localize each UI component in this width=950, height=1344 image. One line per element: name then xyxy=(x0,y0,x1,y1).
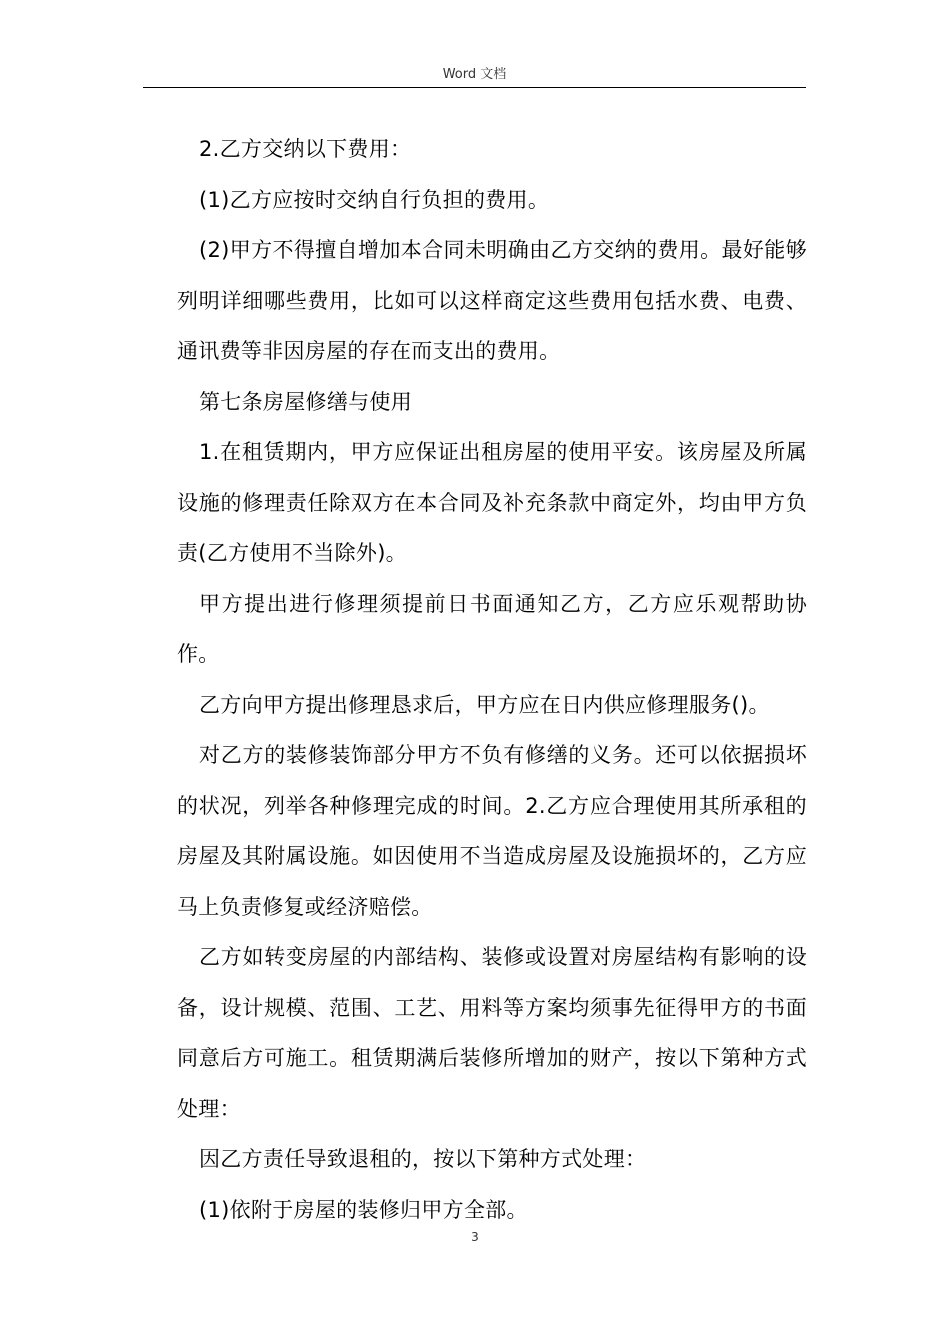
paragraph: (1)乙方应按时交纳自行负担的费用。 xyxy=(199,187,550,212)
paragraph: 2.乙方交纳以下费用： xyxy=(199,137,412,161)
page-header: Word 文档 xyxy=(442,67,507,82)
paragraph: 因乙方责任导致退租的，按以下第种方式处理： xyxy=(199,1147,647,1171)
paragraph: 乙方向甲方提出修理恳求后，甲方应在日内供应修理服务()。 xyxy=(199,692,770,717)
section-heading: 第七条房屋修缮与使用 xyxy=(199,389,412,414)
paragraph: (1)依附于房屋的装修归甲方全部。 xyxy=(199,1197,528,1222)
paragraph: 甲方提出进行修理须提前日书面通知乙方，乙方应乐观帮助协作。 xyxy=(177,591,807,666)
paragraph: 1.在租赁期内，甲方应保证出租房屋的使用平安。该房屋及所属设施的修理责任除双方在本合同及补充条款中商定外，均由甲方负责(乙方使用不当除外)。 xyxy=(177,440,807,565)
paragraph: 对乙方的装修装饰部分甲方不负有修缮的义务。还可以依据损坏的状况，列举各种修理完成的时间。2.乙方应合理使用其所承租的房屋及其附属设施。如因使用不当造成房屋及设施损坏的，乙方应马上负责修复或经济赔偿。 xyxy=(177,743,807,919)
header-divider xyxy=(143,87,806,88)
page-number: 3 xyxy=(471,1230,479,1244)
document-body xyxy=(177,124,807,1235)
paragraph: (2)甲方不得擅自增加本合同未明确由乙方交纳的费用。最好能够列明详细哪些费用，比如可以这样商定这些费用包括水费、电费、通讯费等非因房屋的存在而支出的费用。 xyxy=(177,238,807,363)
paragraph: 乙方如转变房屋的内部结构、装修或设置对房屋结构有影响的设备，设计规模、范围、工艺、用料等方案均须事先征得甲方的书面同意后方可施工。租赁期满后装修所增加的财产，按以下第种方式处理： xyxy=(177,945,807,1121)
